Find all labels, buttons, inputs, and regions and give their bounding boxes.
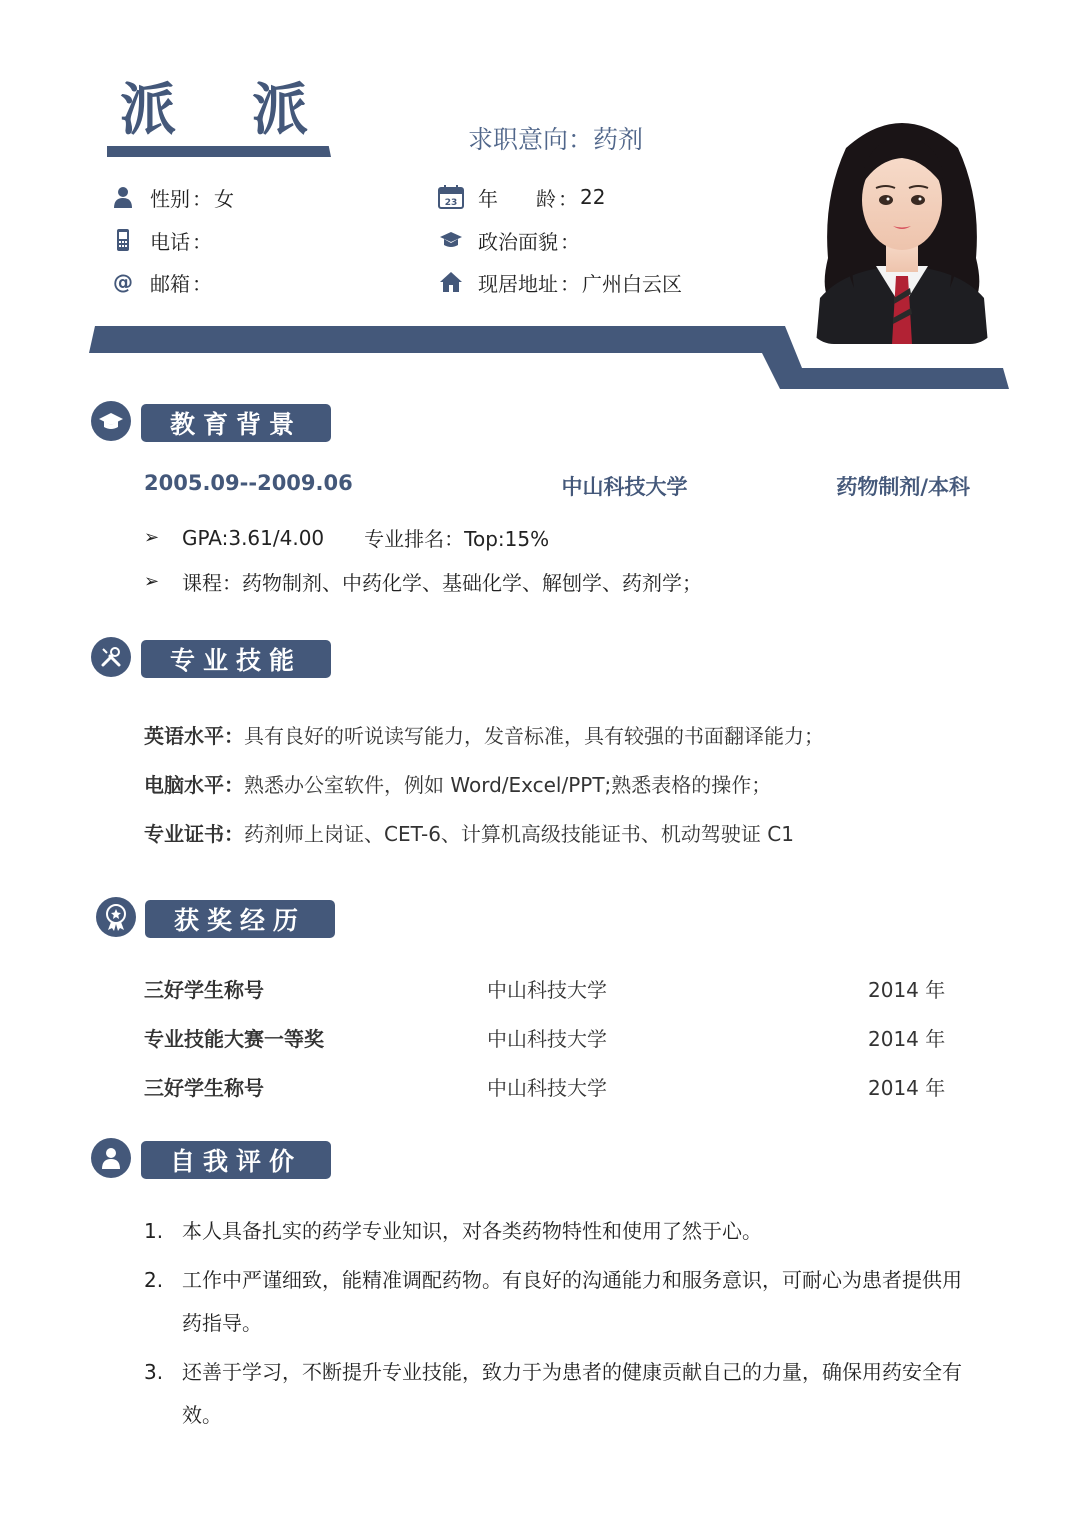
politics-label: 政治面貌: [478, 229, 558, 254]
award-2-org: 中山科技大学: [487, 1027, 607, 1051]
home-icon: [438, 269, 464, 295]
arrow-bullet-icon: ➢: [144, 527, 160, 548]
profile-photo: [806, 108, 998, 344]
address-label: 现居地址: [478, 271, 558, 296]
evaluation-item-2-line2: 药指导。: [182, 1311, 262, 1335]
phone-icon: [110, 227, 136, 253]
at-icon: @: [113, 270, 133, 294]
award-1-name: 三好学生称号: [144, 978, 264, 1002]
info-email: @ 邮箱 ：: [110, 267, 214, 297]
medal-icon: [103, 903, 129, 931]
education-major: 药物制剂/本科: [836, 475, 970, 499]
education-rank: 专业排名：Top:15%: [364, 527, 550, 551]
skill-certificates-text: 药剂师上岗证、CET-6、计算机高级技能证书、机动驾驶证 C1: [244, 822, 794, 846]
evaluation-item-3-num: 3.: [144, 1360, 164, 1384]
person-icon: [110, 184, 136, 210]
graduation-cap-icon: [438, 227, 464, 253]
arrow-bullet-icon: ➢: [144, 571, 160, 592]
evaluation-item-1: [144, 1210, 964, 1253]
info-politics: 政治面貌 ：: [438, 225, 582, 255]
job-intention: 求职意向：药剂: [468, 125, 644, 154]
awards-section-title: 获奖经历: [145, 900, 335, 938]
award-3-name: 三好学生称号: [144, 1076, 264, 1100]
email-label: 邮箱: [150, 271, 190, 296]
education-courses: 课程：药物制剂、中药化学、基础化学、解刨学、药剂学；: [182, 571, 702, 595]
age-label-1: 年: [478, 186, 498, 211]
candidate-name: [120, 66, 310, 146]
tools-icon: [100, 646, 122, 668]
award-1-org: 中山科技大学: [487, 978, 607, 1002]
skills-section-title: 专业技能: [141, 640, 331, 678]
education-section-title: 教育背景: [141, 404, 331, 442]
name-char-1: 派: [120, 77, 178, 143]
evaluation-item-3-line2: 效。: [182, 1403, 222, 1427]
skill-english: [144, 720, 824, 749]
evaluation-item-2: [144, 1259, 964, 1345]
evaluation-section-icon: [91, 1138, 131, 1178]
evaluation-section-title: 自我评价: [141, 1141, 331, 1179]
info-phone: 电话 ：: [110, 225, 214, 255]
calendar-icon: [438, 184, 464, 210]
evaluation-item-3-line1: 还善于学习，不断提升专业技能，致力于为患者的健康贡献自己的力量，确保用药安全有: [182, 1360, 962, 1384]
skills-section-icon: [91, 637, 131, 677]
age-label-2: 龄: [536, 186, 556, 211]
award-3-year: 2014 年: [868, 1076, 946, 1100]
evaluation-item-2-num: 2.: [144, 1268, 164, 1292]
gender-value: 女: [214, 186, 234, 211]
award-2-name: 专业技能大赛一等奖: [144, 1027, 324, 1051]
address-value: 广州白云区: [582, 271, 682, 296]
education-gpa: GPA:3.61/4.00: [182, 525, 325, 550]
education-period: 2005.09--2009.06: [144, 471, 353, 495]
info-gender: 性别 ： 女: [110, 182, 234, 212]
education-gpa-line: [144, 523, 549, 552]
skill-computer-text: 熟悉办公室软件，例如 Word/Excel/PPT;熟悉表格的操作；: [244, 773, 772, 797]
name-underline: [107, 146, 331, 157]
skill-computer-label: 电脑水平：: [144, 773, 244, 797]
education-school: 中山科技大学: [561, 475, 688, 499]
skill-english-label: 英语水平：: [144, 724, 244, 748]
calendar-day: 23: [444, 198, 458, 208]
person-icon: [101, 1147, 121, 1169]
evaluation-item-2-line1: 工作中严谨细致，能精准调配药物。有良好的沟通能力和服务意识，可耐心为患者提供用: [182, 1268, 962, 1292]
skill-computer: [144, 769, 771, 798]
education-section-icon: [91, 401, 131, 441]
skill-certificates: [144, 818, 794, 847]
age-value: 22: [580, 185, 606, 209]
evaluation-item-1-num: 1.: [144, 1219, 164, 1243]
name-char-2: 派: [252, 77, 310, 143]
evaluation-item-1-line1: 本人具备扎实的药学专业知识，对各类药物特性和使用了然于心。: [182, 1219, 762, 1243]
info-age: 23 年 龄 ： 22: [438, 182, 605, 212]
info-address: 现居地址 ： 广州白云区: [438, 267, 682, 297]
skill-english-text: 具有良好的听说读写能力，发音标准，具有较强的书面翻译能力；: [244, 724, 824, 748]
graduation-cap-icon: [98, 411, 124, 431]
awards-section-icon: [96, 897, 136, 937]
skill-certificates-label: 专业证书：: [144, 822, 244, 846]
phone-label: 电话: [150, 229, 190, 254]
award-2-year: 2014 年: [868, 1027, 946, 1051]
award-3-org: 中山科技大学: [487, 1076, 607, 1100]
gender-label: 性别: [150, 186, 190, 211]
award-1-year: 2014 年: [868, 978, 946, 1002]
evaluation-item-3: [144, 1351, 964, 1437]
education-row: [144, 471, 970, 501]
education-courses-line: [144, 567, 702, 596]
